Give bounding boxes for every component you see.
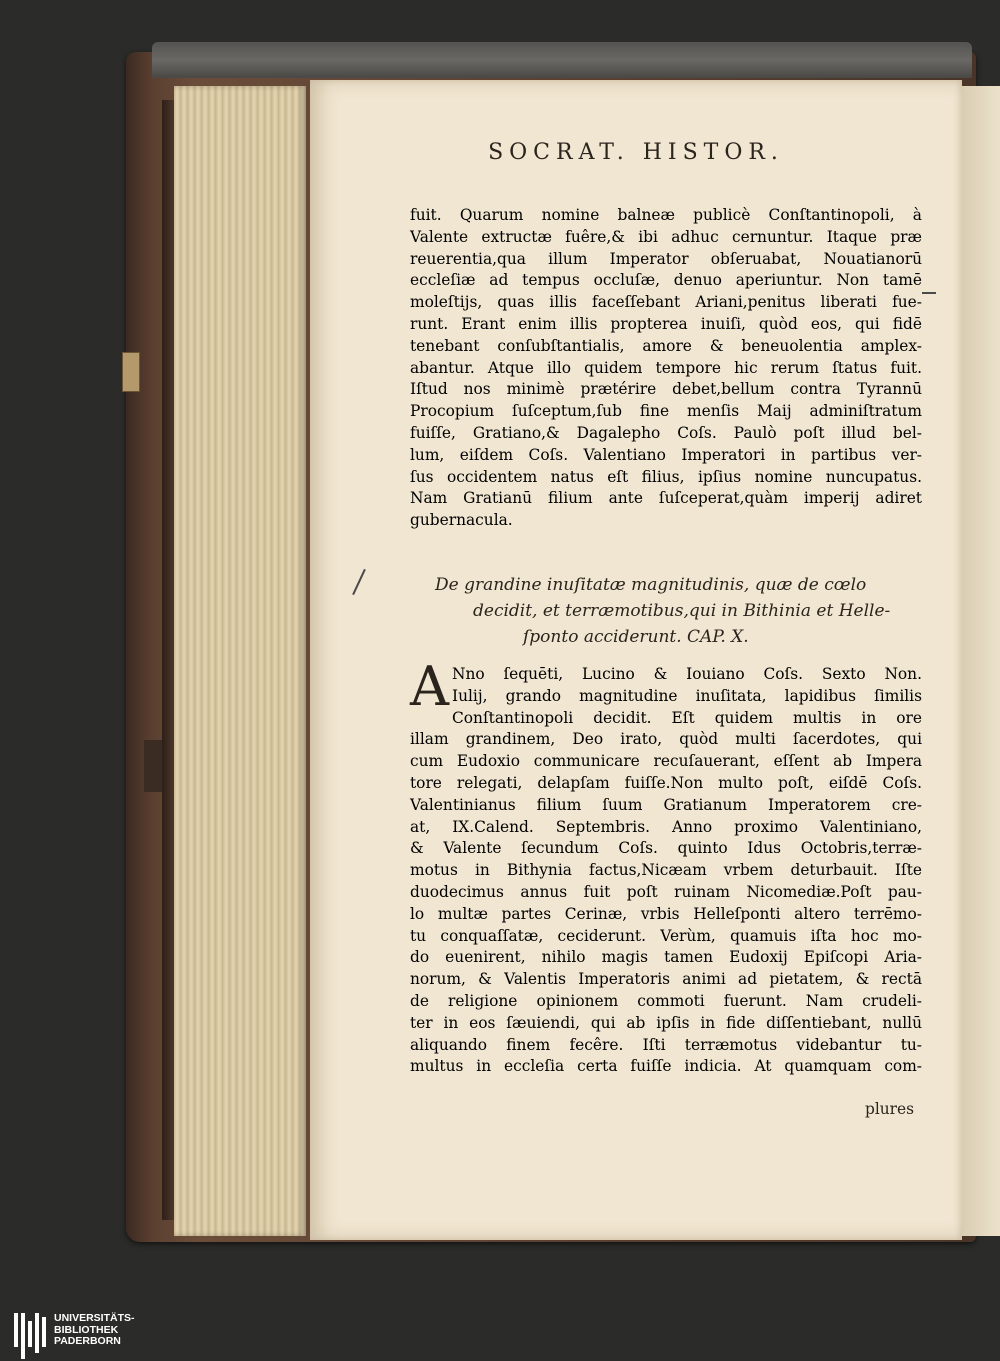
text-line: illam grandinem, Deo irato, quòd multi ſacerdotes, qui — [410, 730, 922, 749]
text-line-last: gubernacula. — [410, 511, 513, 530]
text-line: Valentinianus filium ſuum Gratianum Imperatorem cre- — [410, 795, 922, 814]
text-line: reuerentia,qua illum Imperator obſeruabat, Nouatianorū — [410, 249, 922, 268]
logo-line: BIBLIOTHEK — [54, 1323, 119, 1336]
text-line: ter in eos ſæuiendi, qui ab ipſis in fide diſſentiebant, nullū — [410, 1013, 922, 1032]
text-line: fuit. Quarum nomine balneæ publicè Conſtantinopoli, à — [410, 206, 922, 224]
text-line: Procopium ſuſceptum,ſub fine menſis Maij adminiſtratum — [410, 402, 922, 421]
book-cover-top — [152, 42, 972, 78]
text-line: runt. Erant enim illis propterea inuiſi, quòd eos, qui fidē — [410, 314, 922, 333]
logo-line: UNIVERSITÄTS- — [54, 1312, 135, 1324]
text-line: Iſtud nos minimè prætérire debet,bellum contra Tyrannū — [410, 380, 922, 399]
text-line: abantur. Atque illo quidem tempore hic rerum ſtatus fuit. — [410, 358, 922, 377]
running-head: SOCRAT. HISTOR. — [488, 140, 784, 165]
text-line: Nam Gratianū filium ante ſuſceperat,quàm imperij adiret — [410, 489, 922, 508]
text-line: & Valente ſecundum Coſs. quinto Idus Octobris,terræ- — [410, 839, 922, 858]
text-line: lo multæ partes Cerinæ, vrbis Helleſponti altero terrēmo- — [410, 904, 922, 923]
library-logo-text — [54, 1313, 135, 1348]
text-line: Iulij, grando magnitudine inuſitata, lapidibus ſimilis — [452, 686, 922, 705]
text-line: Nno ſequēti, Lucino & Iouiano Coſs. Sexto Non. — [452, 665, 922, 683]
text-line: cum Eudoxio communicare recuſauerant, eſſent ab Impera — [410, 752, 922, 771]
text-line: eccleſiæ ad tempus occluſæ, denuo aperiuntur. Non tamē — [410, 271, 922, 290]
text-line: Conſtantinopoli decidit. Eſt quidem multis in ore — [452, 708, 922, 727]
facing-page-edge — [960, 86, 1000, 1236]
text-line: aliquando finem fecêre. Iſti terræmotus videbantur tu- — [410, 1035, 922, 1054]
drop-cap: A — [410, 655, 449, 718]
paragraph-2 — [410, 655, 922, 1078]
text-line: ſus occidentem natus eſt filius, ipſius nomine nuncupatus. — [410, 467, 922, 486]
page — [310, 80, 962, 1240]
text-line: tore relegati, delapſam fuiſſe.Non multo poſt, eiſdē Coſs. — [410, 773, 922, 792]
clasp-middle — [144, 740, 162, 792]
text-line: duodecimus annus fuit poſt ruinam Nicomediæ.Poſt pau- — [410, 882, 922, 901]
heading-line: ſponto acciderunt. CAP. X. — [523, 627, 749, 647]
catchword: plures — [865, 1100, 915, 1118]
heading-line: De grandine inuſitatæ magnitudinis, quæ de cœlo — [435, 575, 867, 595]
page-edges — [174, 86, 306, 1236]
text-line: multus in eccleſia certa fuiſſe indicia. At quamquam com- — [410, 1057, 922, 1076]
text-line: moleſtijs, quas illis faceſſebant Ariani,penitus liberati fue- — [410, 293, 922, 312]
text-line: de religione opinionem commoti fuerunt. Nam crudeli- — [410, 991, 922, 1010]
text-line: motus in Bithynia factus,Nicæam vrbem deturbauit. Iſte — [410, 861, 922, 880]
text-line: Valente extructæ fuêre,& ibi adhuc cernuntur. Itaque præ — [410, 227, 922, 246]
text-line: do euenirent, nihilo magis tamen Eudoxij Epiſcopi Aria- — [410, 948, 922, 967]
text-line: lum, eiſdem Coſs. Valentiano Imperatori in partibus ver- — [410, 445, 922, 464]
library-logo — [14, 1313, 204, 1359]
heading-line: decidit, et terræmotibus,qui in Bithinia et Helle- — [473, 601, 891, 621]
text-line: norum, & Valentis Imperatoris animi ad pietatem, & rectā — [410, 970, 922, 989]
margin-pencil-mark — [352, 569, 366, 595]
logo-line: PADERBORN — [54, 1335, 121, 1347]
clasp-top — [122, 352, 140, 392]
margin-pencil-mark — [922, 292, 936, 294]
text-line: fuiſſe, Gratiano,& Dagalepho Coſs. Paulò poſt illud bel- — [410, 423, 922, 442]
text-line: tenebant conſubſtantialis, amore & beneuolentia amplex- — [410, 336, 922, 355]
chapter-heading — [435, 572, 915, 650]
open-book — [122, 40, 1000, 1250]
text-line: at, IX.Calend. Septembris. Anno proximo Valentiniano, — [410, 817, 922, 836]
text-line: tu conquaſſatæ, ceciderunt. Verùm, quamuis iſta hoc mo- — [410, 926, 922, 945]
paragraph-1 — [410, 205, 922, 532]
